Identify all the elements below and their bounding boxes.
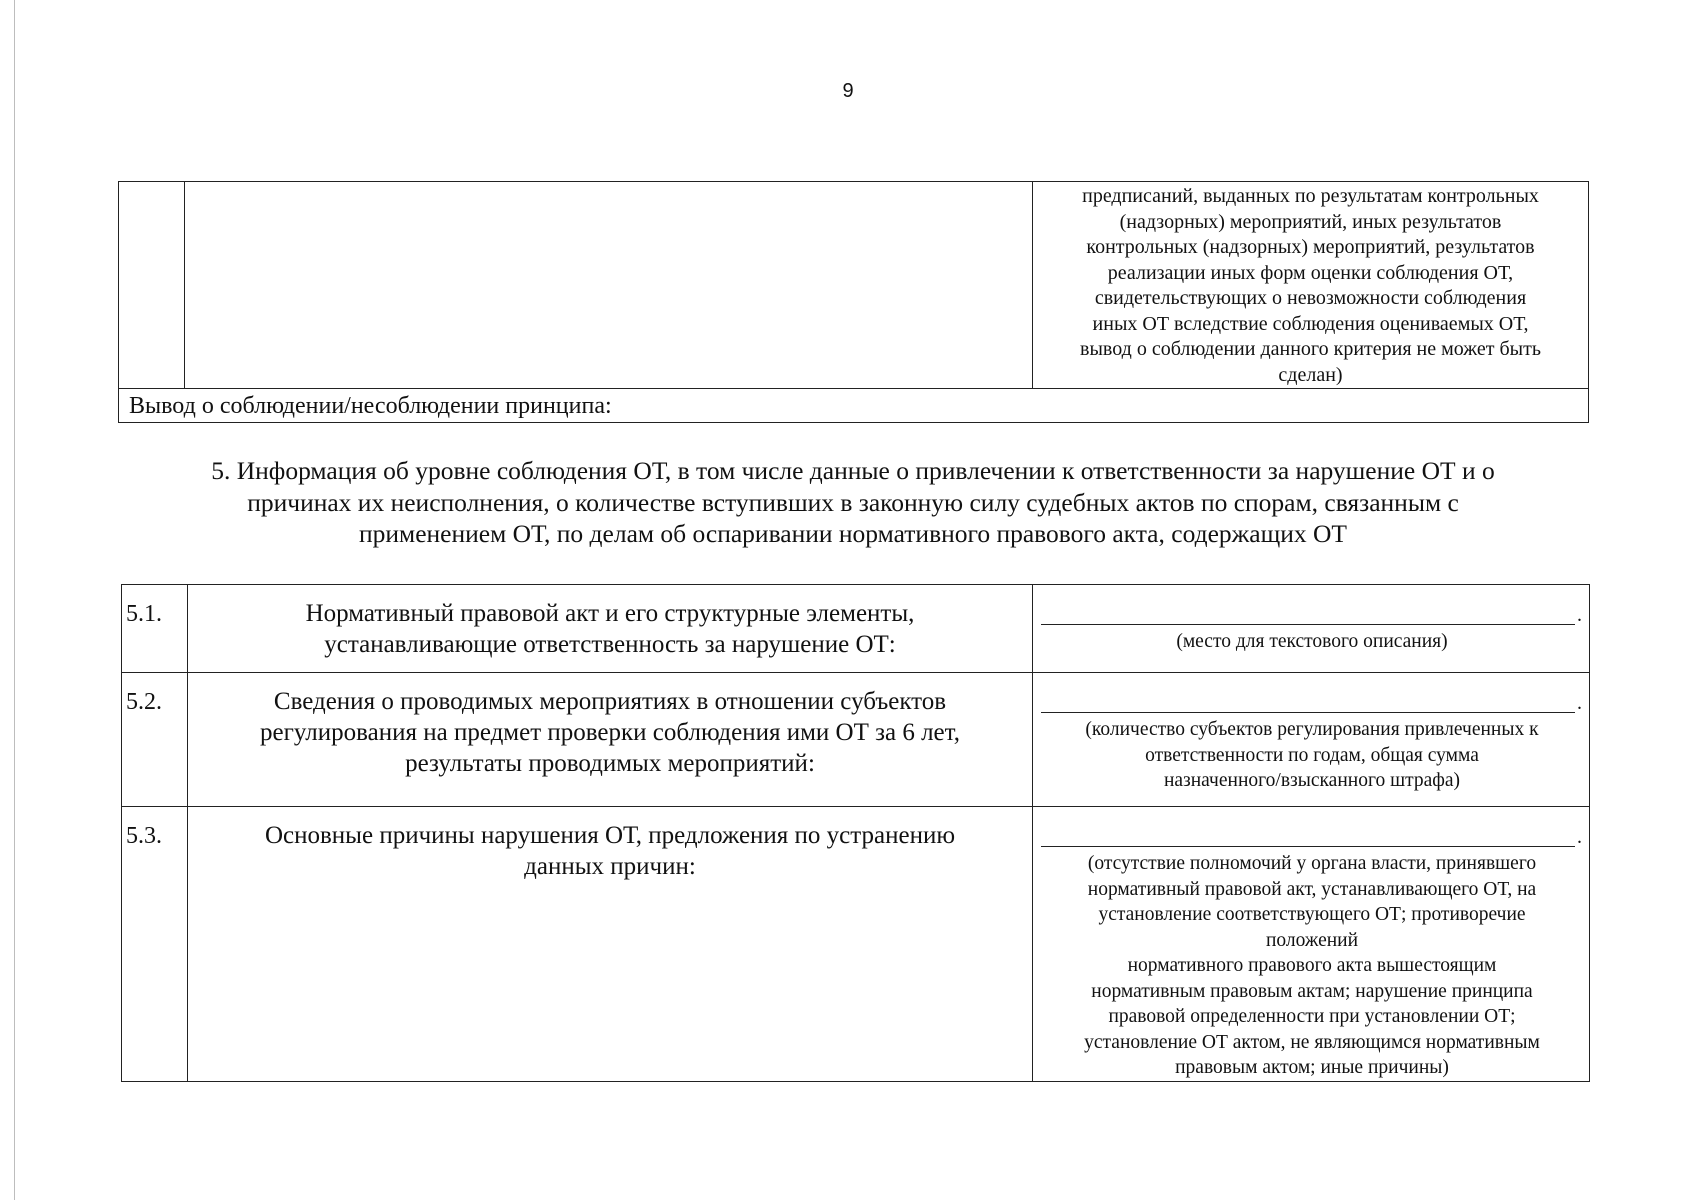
description-line: регулирования на предмет проверки соблюдения ими ОТ за 6 лет, [260,719,960,746]
hint-line: нормативным правовым актам; нарушение принципа [1091,980,1533,1002]
row-description [188,673,1033,807]
scan-margin-line [14,0,15,1200]
blank-end: . [1577,826,1582,848]
row-number: 5.2. [122,673,188,807]
row-number-cell [119,182,185,389]
heading-line: причинах их неисполнения, о количестве вступивших в законную силу судебных актов по спорам, связанным с [247,487,1459,517]
hint-line: (количество субъектов регулирования привлеченных к [1085,719,1539,740]
table-row [122,673,1590,807]
note-line: свидетельствующих о невозможности соблюдения [1094,287,1527,309]
answer-hint [1039,713,1585,794]
section-5-heading [118,455,1588,550]
hint-line: нормативного правового акта вышестоящим [1127,955,1497,976]
table-row [119,182,1589,389]
table-row [122,807,1590,1082]
answer-hint [1039,625,1585,655]
row-number: 5.1. [122,585,188,673]
answer-cell [1033,585,1590,673]
heading-line: 5. Информация об уровне соблюдения ОТ, в том числе данные о привлечении к ответственности за нарушение ОТ и о [211,456,1495,485]
note-line: предписаний, выданных по результатам контрольных [1082,185,1539,207]
description-line: Нормативный правовой акт и его структурные элементы, [305,600,915,627]
row-number: 5.3. [122,807,188,1082]
answer-blank-field[interactable] [1039,673,1585,713]
principle-conclusion-label: Вывод о соблюдении/несоблюдении принципа: [119,389,1589,423]
note-line: иных ОТ вследствие соблюдения оцениваемых ОТ, [1092,312,1529,335]
answer-blank-field[interactable] [1039,807,1585,847]
answer-cell [1033,673,1590,807]
note-line: реализации иных форм оценки соблюдения ОТ, [1107,261,1514,284]
hint-line: нормативный правовой акт, устанавливающего ОТ, на [1087,878,1537,900]
hint-line: (место для текстового описания) [1176,631,1448,652]
hint-line: назначенного/взысканного штрафа) [1163,770,1461,791]
note-line: вывод о соблюдении данного критерия не может быть [1080,338,1541,360]
hint-line: ответственности по годам, общая сумма [1145,744,1479,766]
page-number: 9 [842,80,854,102]
description-line: Сведения о проводимых мероприятиях в отношении субъектов [273,688,947,715]
criterion-cell [185,182,1033,389]
section-5-table [121,584,1590,1082]
criterion-note-cell [1033,182,1589,389]
note-line: контрольных (надзорных) мероприятий, результатов [1086,236,1535,258]
hint-line: положений [1265,929,1359,951]
description-line: устанавливающие ответственность за нарушение ОТ: [324,631,896,658]
answer-cell [1033,807,1590,1082]
row-description [188,585,1033,673]
blank-underline [1041,712,1575,713]
hint-line: правовым актом; иные причины) [1175,1057,1449,1078]
blank-end: . [1577,604,1582,626]
answer-blank-field[interactable] [1039,585,1585,625]
table-row [119,389,1589,423]
table-row [122,585,1590,673]
blank-underline [1041,846,1575,847]
hint-line: установление соответствующего ОТ; противоречие [1098,904,1526,925]
blank-underline [1041,624,1575,625]
description-line: результаты проводимых мероприятий: [405,750,815,777]
principle-table [118,181,1589,423]
description-line: данных причин: [524,853,696,880]
hint-line: правовой определенности при установлении ОТ; [1108,1006,1516,1027]
answer-hint [1039,847,1585,1081]
blank-end: . [1577,692,1582,714]
hint-line: установление ОТ актом, не являющимся нормативным [1084,1031,1540,1053]
description-line: Основные причины нарушения ОТ, предложения по устранению [264,822,956,849]
note-line: (надзорных) мероприятий, иных результатов [1119,210,1502,233]
row-description [188,807,1033,1082]
hint-line: (отсутствие полномочий у органа власти, принявшего [1087,853,1537,874]
heading-line: применением ОТ, по делам об оспаривании нормативного правового акта, содержащих ОТ [359,519,1347,548]
note-line: сделан) [1278,363,1343,386]
